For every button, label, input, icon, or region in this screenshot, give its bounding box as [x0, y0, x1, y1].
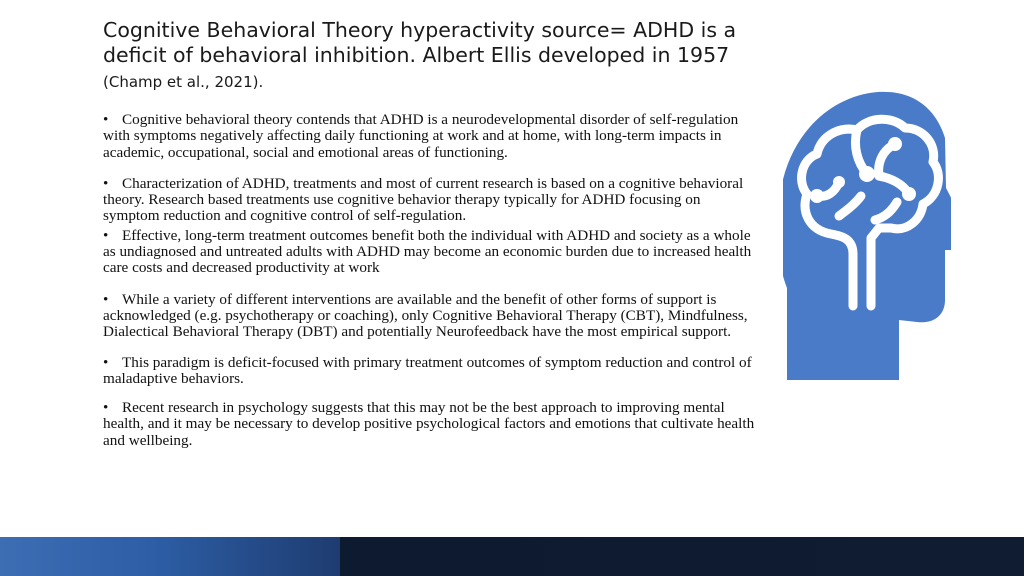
- bullet-text: Recent research in psychology suggests that this may not be the best approach to improving mental health, and it may be necessary to develop positive psychological factors and emotions that cultivate health and wellbeing.: [103, 399, 755, 449]
- bullet-item: [103, 112, 759, 161]
- bullet-list: [103, 112, 759, 449]
- head-with-brain-icon: [783, 78, 951, 380]
- title-citation: (Champ et al., 2021).: [103, 73, 264, 91]
- bullet-marker: •: [103, 174, 109, 192]
- bullet-text: Effective, long-term treatment outcomes benefit both the individual with ADHD and society as a whole as undiagnosed and untreated adults with ADHD may become an economic burden due to increased health care costs and decreased productivity at work: [103, 226, 752, 277]
- bullet-text: Cognitive behavioral theory contends that ADHD is a neurodevelopmental disorder of self-regulation with symptoms negatively affecting daily functioning at work and at home, with long-term impacts in academic, occupational, social and emotional areas of functioning.: [103, 111, 739, 161]
- bullet-marker: •: [103, 290, 109, 308]
- bullet-item: [103, 292, 759, 341]
- bullet-text: Characterization of ADHD, treatments and most of current research is based on a cognitive behavioral theory. Research based treatments use cognitive behavior therapy typically for ADHD focusing on symptom reduction and cognitive control of self-regulation.: [103, 174, 744, 225]
- bullet-marker: •: [103, 353, 109, 371]
- bullet-marker: •: [103, 226, 109, 244]
- bullet-marker: •: [103, 111, 109, 128]
- bullet-text: While a variety of different interventions are available and the benefit of other forms of support is acknowledged (e.g. psychotherapy or coaching), only Cognitive Behavioral Therapy (CBT), Mindfulness, Dialectical Behavioral Therapy (DBT) and potentially Neurofeedback have the most empirical support.: [103, 290, 748, 341]
- footer-bar-blue: [0, 537, 340, 576]
- slide-title: [103, 18, 763, 95]
- bullet-item: [103, 400, 759, 449]
- bullet-item: [103, 228, 759, 277]
- bullet-marker: •: [103, 399, 109, 417]
- footer-bar-dark: [340, 537, 1024, 576]
- bullet-item: [103, 355, 759, 388]
- title-text: Cognitive Behavioral Theory hyperactivity source= ADHD is a deficit of behavioral inhibition. Albert Ellis developed in 1957: [103, 18, 737, 67]
- bullet-item: [103, 176, 759, 225]
- bullet-text: This paradigm is deficit-focused with primary treatment outcomes of symptom reduction and control of maladaptive behaviors.: [103, 353, 752, 387]
